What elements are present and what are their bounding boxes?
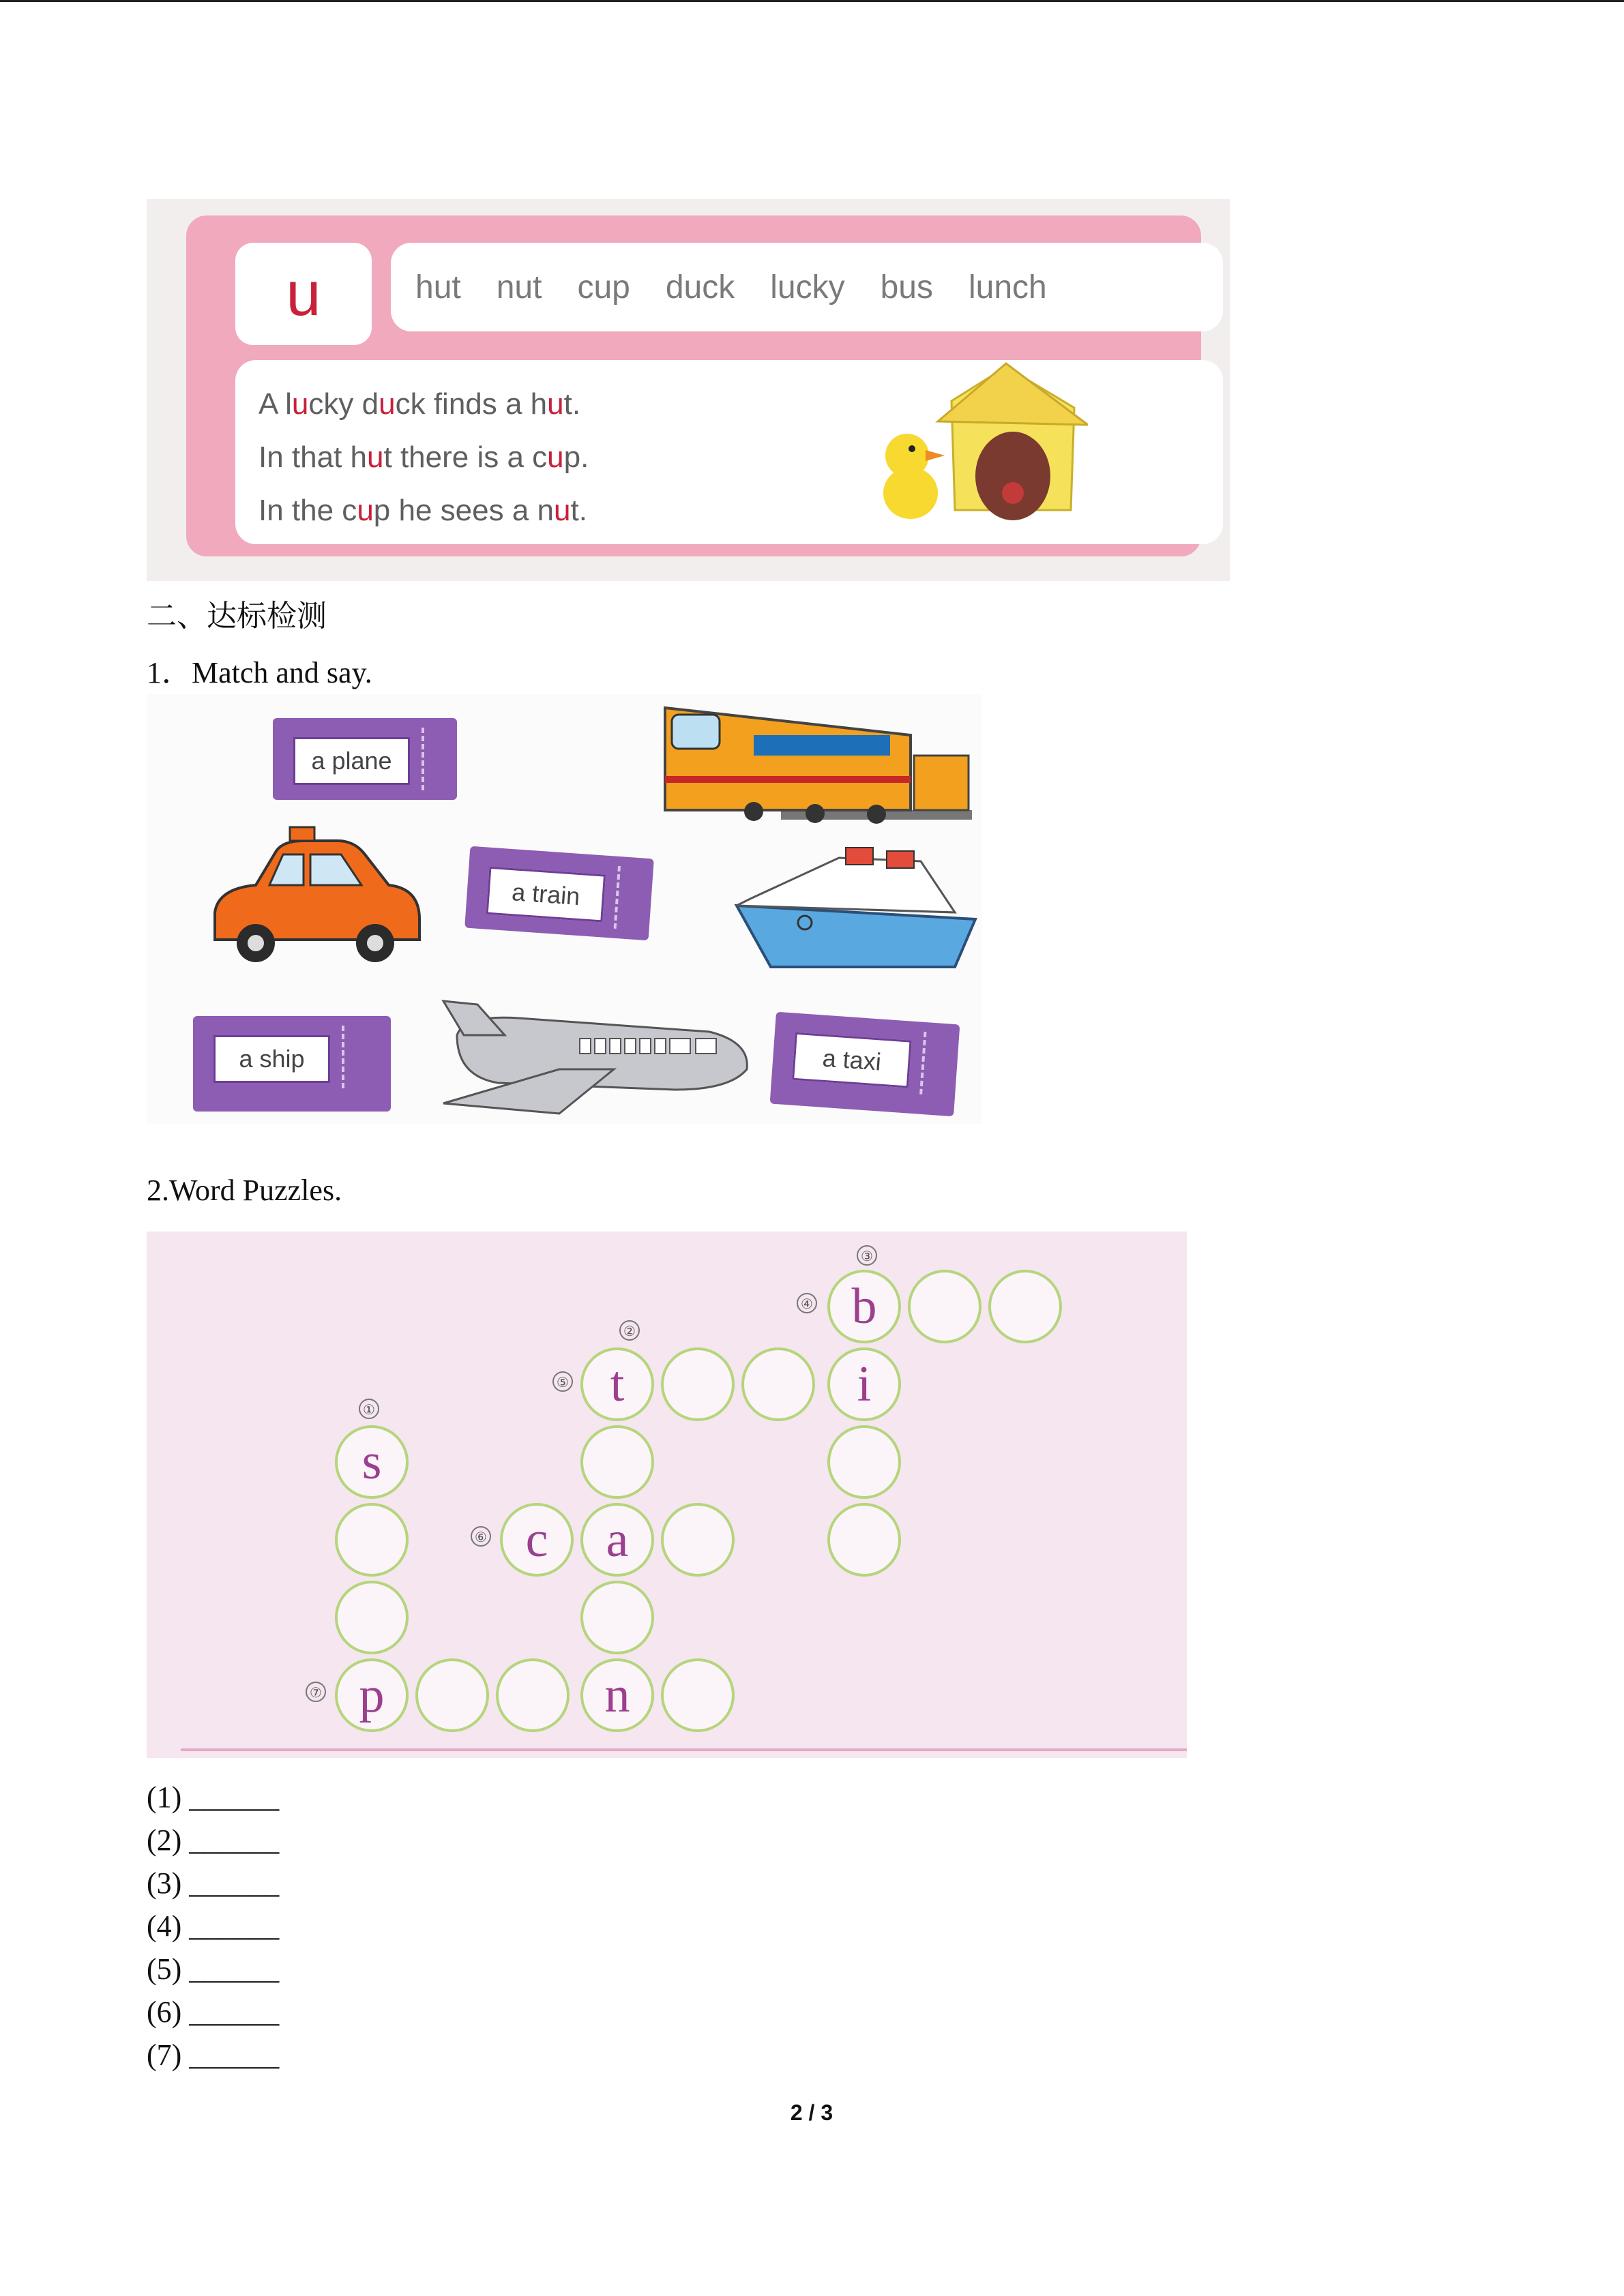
sentence-2: In that hut there is a cup. bbox=[259, 441, 589, 474]
crossword-cell[interactable]: n bbox=[580, 1658, 654, 1732]
ticket-plane[interactable] bbox=[273, 718, 457, 800]
crossword-cell[interactable] bbox=[988, 1270, 1062, 1343]
clue-number: ⑥ bbox=[471, 1526, 491, 1547]
word-item: hut bbox=[415, 269, 461, 305]
crossword-cell[interactable]: i bbox=[827, 1347, 901, 1421]
word-list bbox=[415, 243, 1047, 331]
crossword-cell[interactable] bbox=[908, 1270, 981, 1343]
crossword-cell[interactable] bbox=[661, 1658, 735, 1732]
word-item: lunch bbox=[969, 269, 1047, 305]
panel-divider bbox=[181, 1748, 1187, 1751]
phonics-frame bbox=[186, 215, 1201, 556]
plane-illustration[interactable] bbox=[437, 994, 750, 1117]
page-number: 2 / 3 bbox=[790, 2100, 833, 2125]
crossword-cell[interactable] bbox=[827, 1425, 901, 1499]
taxi-illustration[interactable] bbox=[201, 824, 426, 974]
crossword-cell[interactable] bbox=[335, 1503, 409, 1577]
duck-hut-illustration bbox=[870, 360, 1088, 537]
q2-title: 2.Word Puzzles. bbox=[147, 1174, 342, 1207]
answer-line[interactable]: (5) ______ bbox=[147, 1952, 280, 1986]
clue-number: ⑦ bbox=[306, 1682, 326, 1702]
train-illustration[interactable] bbox=[624, 694, 982, 837]
top-border bbox=[0, 0, 1624, 2]
word-item: duck bbox=[665, 269, 735, 305]
ticket-ship[interactable] bbox=[193, 1016, 391, 1112]
match-panel bbox=[147, 694, 982, 1124]
crossword-cell[interactable] bbox=[496, 1658, 570, 1732]
phonics-letter: u bbox=[286, 259, 321, 329]
ticket-label: a train bbox=[486, 867, 606, 923]
ship-illustration[interactable] bbox=[730, 837, 982, 987]
letter-box bbox=[235, 243, 372, 345]
sentence-3: In the cup he sees a nut. bbox=[259, 494, 587, 527]
crossword-cell[interactable] bbox=[580, 1581, 654, 1654]
clue-number: ④ bbox=[797, 1293, 817, 1313]
crossword-cell[interactable] bbox=[335, 1581, 409, 1654]
crossword-cell[interactable] bbox=[827, 1503, 901, 1577]
answer-line[interactable]: (7) ______ bbox=[147, 2038, 280, 2072]
word-item: lucky bbox=[770, 269, 845, 305]
word-item: nut bbox=[496, 269, 542, 305]
crossword-panel bbox=[147, 1232, 1187, 1758]
answer-line[interactable]: (3) ______ bbox=[147, 1866, 280, 1900]
crossword-cell[interactable]: a bbox=[580, 1503, 654, 1577]
sentence-box bbox=[235, 360, 1223, 544]
q1-title: 1．Match and say. bbox=[147, 656, 372, 689]
word-item: cup bbox=[577, 269, 630, 305]
ticket-label: a plane bbox=[293, 737, 410, 785]
clue-number: ③ bbox=[857, 1245, 877, 1266]
answer-line[interactable]: (1) ______ bbox=[147, 1780, 280, 1814]
crossword-cell[interactable] bbox=[661, 1347, 735, 1421]
phonics-panel bbox=[147, 199, 1230, 581]
clue-number: ⑤ bbox=[552, 1371, 573, 1392]
clue-number: ② bbox=[619, 1320, 640, 1341]
ticket-taxi[interactable] bbox=[770, 1012, 960, 1117]
answer-line[interactable]: (2) ______ bbox=[147, 1823, 280, 1857]
crossword-cell[interactable] bbox=[580, 1425, 654, 1499]
ticket-label: a ship bbox=[213, 1035, 330, 1083]
word-box bbox=[391, 243, 1223, 331]
clue-number: ① bbox=[359, 1399, 379, 1419]
answer-line[interactable]: (4) ______ bbox=[147, 1909, 280, 1943]
crossword-cell[interactable]: p bbox=[335, 1658, 409, 1732]
crossword-cell[interactable]: c bbox=[500, 1503, 574, 1577]
crossword-cell[interactable]: s bbox=[335, 1425, 409, 1499]
crossword-cell[interactable] bbox=[415, 1658, 489, 1732]
word-item: bus bbox=[880, 269, 933, 305]
crossword-cell[interactable] bbox=[661, 1503, 735, 1577]
ticket-train[interactable] bbox=[464, 846, 654, 941]
crossword-cell[interactable]: t bbox=[580, 1347, 654, 1421]
section-title: 二、达标检测 bbox=[147, 599, 327, 633]
crossword-cell[interactable] bbox=[741, 1347, 815, 1421]
ticket-label: a taxi bbox=[792, 1032, 911, 1088]
crossword-cell[interactable]: b bbox=[827, 1270, 901, 1343]
answer-line[interactable]: (6) ______ bbox=[147, 1995, 280, 2029]
sentence-1: A lucky duck finds a hut. bbox=[259, 387, 581, 421]
